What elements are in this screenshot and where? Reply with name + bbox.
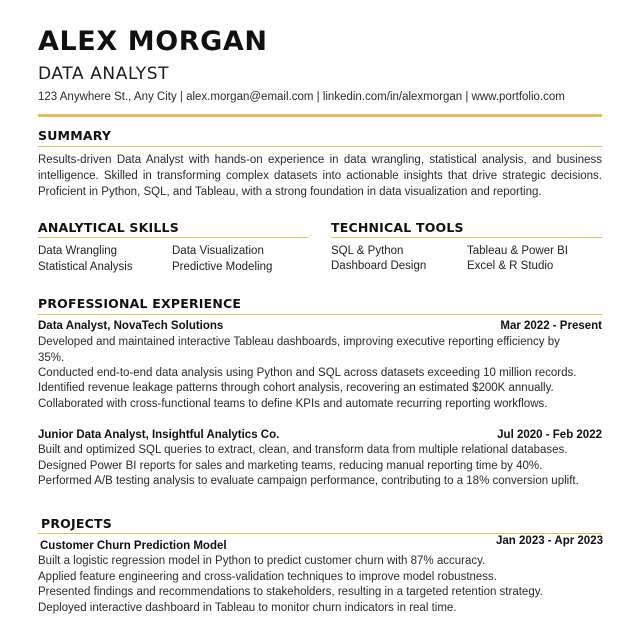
summary-divider [38,146,602,147]
job-title: Junior Data Analyst, Insightful Analytics Co. [38,429,280,441]
skill-item: Data Wrangling [38,245,118,257]
summary-heading: SUMMARY [38,128,112,143]
project-bullet: Built a logistic regression model in Python to predict customer churn with 87% accuracy. [38,555,486,567]
resume-role: DATA ANALYST [38,64,170,84]
tools-divider [331,237,602,238]
job-bullet: Built and optimized SQL queries to extract, clean, and transform data from multiple relational databases. [38,444,568,456]
job-bullet: Identified revenue leakage patterns through cohort analysis, recovering an estimated $200K annually. [38,382,554,394]
tool-item: SQL & Python [331,245,404,257]
project-dates: Jan 2023 - Apr 2023 [496,535,603,547]
project-bullet: Deployed interactive dashboard in Tableau to monitor churn indicators in real time. [38,602,457,614]
skill-item: Statistical Analysis [38,261,133,273]
project-bullet: Presented findings and recommendations to stakeholders, resulting in a targeted retention strategy. [38,586,543,598]
header-divider [38,114,602,117]
job-title: Data Analyst, NovaTech Solutions [38,320,224,332]
skills-heading: ANALYTICAL SKILLS [38,220,179,235]
tool-item: Excel & R Studio [467,260,554,272]
project-title: Customer Churn Prediction Model [40,540,227,552]
job-dates: Mar 2022 - Present [500,320,602,332]
job-bullet: Collaborated with cross-functional teams to define KPIs and automate recurring reporting workflows. [38,398,548,410]
summary-text: Results-driven Data Analyst with hands-on experience in data wrangling, statistical analysis, and business intelligence. Skilled in transforming complex datasets into actionable insights that drive strategic decisions. Proficient in Python, SQL, and Tableau, with a strong foundation in data visualization and reporting. [38,154,602,198]
experience-heading: PROFESSIONAL EXPERIENCE [38,296,242,311]
job-bullet: Conducted end-to-end data analysis using Python and SQL across datasets exceeding 10 million records. [38,367,577,379]
projects-heading: PROJECTS [41,516,112,531]
project-bullet: Applied feature engineering and cross-validation techniques to improve model robustness. [38,571,497,583]
tool-item: Tableau & Power BI [467,245,569,257]
job-dates: Jul 2020 - Feb 2022 [497,429,602,441]
skills-divider [38,237,308,238]
skill-item: Data Visualization [172,245,264,257]
tools-heading: TECHNICAL TOOLS [331,220,464,235]
job-bullet: Performed A/B testing analysis to evaluate campaign performance, contributing to a 18% conversion uplift. [38,475,579,487]
projects-divider [38,533,602,534]
resume-name: ALEX MORGAN [38,26,268,57]
job-bullet: Developed and maintained interactive Tableau dashboards, improving executive reporting efficiency by 35%. [38,336,560,364]
skill-item: Predictive Modeling [172,261,273,273]
contact-line: 123 Anywhere St., Any City | alex.morgan@email.com | linkedin.com/in/alexmorgan | www.portfolio.com [38,91,565,103]
experience-divider [38,314,602,315]
job-bullet: Designed Power BI reports for sales and marketing teams, reducing manual reporting time by 40%. [38,460,543,472]
tool-item: Dashboard Design [331,260,427,272]
